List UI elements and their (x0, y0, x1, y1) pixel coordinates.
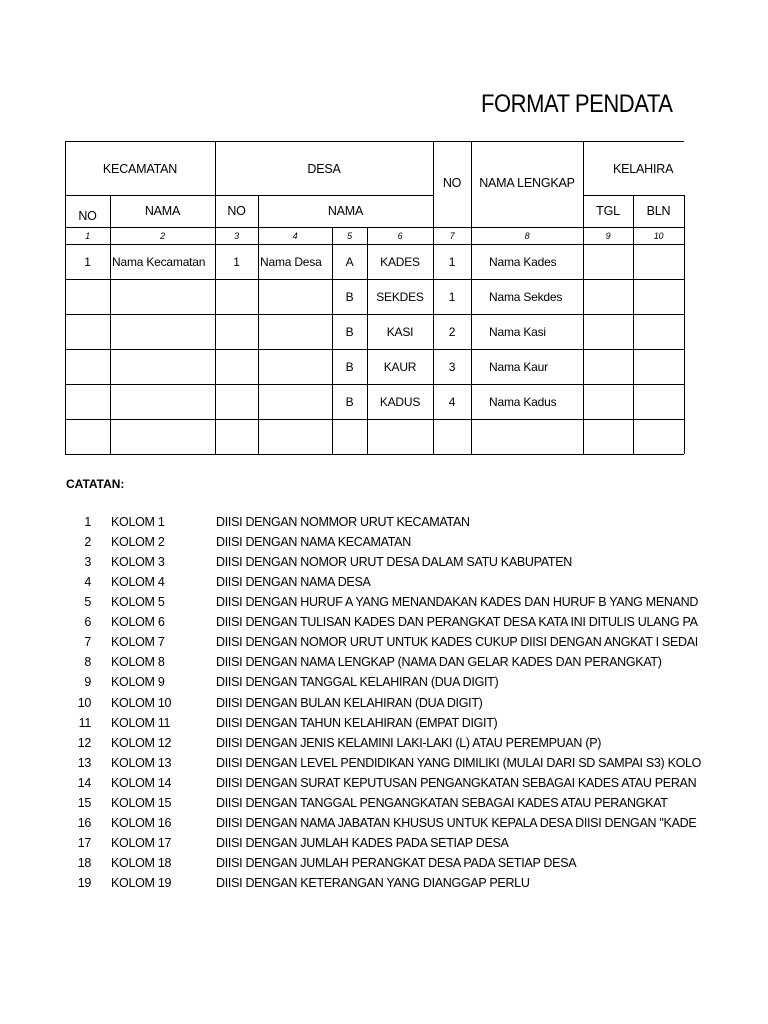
table-cell-no_desa (215, 419, 258, 454)
table-cell-nama_lengkap: Nama Kasi (489, 324, 546, 339)
note-number: 8 (84, 655, 91, 670)
table-cell-jabatan: KADUS (379, 394, 421, 409)
table-gridline (684, 195, 685, 454)
page-title: FORMAT PENDATA (481, 90, 673, 118)
table-gridline (65, 454, 684, 455)
note-item (0, 555, 768, 575)
note-number: 7 (84, 635, 91, 650)
table-cell-kode: B (345, 359, 354, 374)
note-item (0, 716, 768, 736)
table-cell-kode: A (345, 254, 354, 269)
table-gridline (65, 195, 433, 196)
note-number: 18 (77, 856, 91, 871)
table-cell-no_kec (65, 314, 110, 349)
note-description: DIISI DENGAN NAMA KECAMATAN (216, 535, 411, 550)
note-description: DIISI DENGAN NAMA DESA (216, 575, 371, 590)
table-cell-kode: B (345, 289, 354, 304)
note-item (0, 515, 768, 535)
table-cell-no_kec (65, 279, 110, 314)
table-cell-nama_kec (112, 314, 217, 349)
note-description: DIISI DENGAN NOMMOR URUT KECAMATAN (216, 515, 470, 529)
note-item (0, 816, 768, 836)
note-kolom: KOLOM 3 (111, 555, 165, 570)
header-kelahiran: KELAHIRA (613, 162, 674, 176)
note-item (0, 535, 768, 555)
note-number: 13 (77, 755, 91, 770)
header-nama-desa: NAMA (327, 204, 364, 218)
note-number: 4 (84, 575, 91, 590)
column-number: 9 (605, 230, 611, 241)
column-number: 3 (234, 230, 239, 241)
table-cell-nama_desa (260, 384, 334, 419)
column-number: 7 (449, 230, 455, 241)
note-kolom: KOLOM 7 (111, 635, 165, 650)
note-kolom: KOLOM 14 (111, 775, 172, 790)
table-cell-jabatan: KAUR (383, 359, 417, 374)
note-item (0, 675, 768, 695)
note-number: 19 (77, 876, 91, 891)
note-item (0, 696, 768, 716)
header-no-kecamatan: NO (78, 209, 97, 223)
note-description: DIISI DENGAN TANGGAL PENGANGKATAN SEBAGAI KADES ATAU PERANGKAT (216, 795, 668, 810)
note-kolom: KOLOM 12 (111, 735, 172, 750)
note-description: DIISI DENGAN NAMA JABATAN KHUSUS UNTUK KEPALA DESA DIISI DENGAN "KADE (216, 815, 697, 830)
note-description: DIISI DENGAN LEVEL PENDIDIKAN YANG DIMILIKI (MULAI DARI SD SAMPAI S3) KOLO (216, 755, 702, 770)
table-cell-no: 1 (448, 289, 456, 304)
table-cell-no_desa (215, 349, 258, 384)
note-number: 17 (77, 835, 91, 850)
note-description: DIISI DENGAN TANGGAL KELAHIRAN (DUA DIGIT) (216, 675, 499, 690)
table-cell-nama_lengkap (473, 419, 585, 454)
table-cell-no_kec (65, 349, 110, 384)
note-number: 2 (84, 535, 91, 550)
note-number: 6 (84, 615, 91, 630)
table-cell-jabatan: KASI (386, 324, 414, 339)
column-number: 2 (160, 230, 165, 241)
note-description: DIISI DENGAN HURUF A YANG MENANDAKAN KADES DAN HURUF B YANG MENAND (216, 595, 699, 610)
note-number: 1 (84, 515, 91, 529)
note-item (0, 736, 768, 756)
note-kolom: KOLOM 17 (111, 835, 172, 850)
note-description: DIISI DENGAN JUMLAH PERANGKAT DESA PADA SETIAP DESA (216, 856, 577, 871)
note-kolom: KOLOM 2 (111, 535, 165, 550)
note-item (0, 595, 768, 615)
table-cell-nama_desa (260, 314, 334, 349)
table-cell-nama_desa (260, 419, 334, 454)
header-bln: BLN (646, 204, 671, 218)
column-number: 5 (347, 230, 352, 241)
note-description: DIISI DENGAN NOMOR URUT UNTUK KADES CUKUP DIISI DENGAN ANGKAT I SEDAI (216, 635, 698, 650)
note-description: DIISI DENGAN TAHUN KELAHIRAN (EMPAT DIGIT) (216, 715, 498, 730)
table-cell-kode (332, 419, 367, 454)
note-kolom: KOLOM 4 (111, 575, 165, 590)
table-cell-no_desa (215, 279, 258, 314)
note-description: DIISI DENGAN KETERANGAN YANG DIANGGAP PERLU (216, 876, 530, 891)
table-cell-nama_desa: Nama Desa (260, 254, 322, 269)
column-number: 10 (653, 230, 664, 241)
note-description: DIISI DENGAN JUMLAH KADES PADA SETIAP DESA (216, 835, 509, 850)
note-item (0, 836, 768, 856)
table-cell-nama_desa (260, 279, 334, 314)
note-kolom: KOLOM 11 (111, 715, 171, 730)
note-number: 10 (77, 695, 91, 710)
note-description: DIISI DENGAN NAMA LENGKAP (NAMA DAN GELAR KADES DAN PERANGKAT) (216, 655, 662, 670)
table-cell-no (433, 419, 471, 454)
note-description: DIISI DENGAN NOMOR URUT DESA DALAM SATU KABUPATEN (216, 555, 572, 570)
note-kolom: KOLOM 16 (111, 815, 172, 830)
note-item (0, 655, 768, 675)
table-cell-nama_lengkap: Nama Kades (489, 254, 557, 269)
note-number: 9 (84, 675, 91, 690)
note-item (0, 876, 768, 896)
note-item (0, 635, 768, 655)
note-kolom: KOLOM 9 (111, 675, 165, 690)
table-cell-no: 2 (448, 324, 456, 339)
note-kolom: KOLOM 5 (111, 595, 165, 610)
table-cell-nama_lengkap: Nama Kadus (489, 394, 557, 409)
table-cell-kode: B (345, 324, 354, 339)
column-number: 8 (524, 230, 530, 241)
note-item (0, 756, 768, 776)
table-cell-no_kec (65, 419, 110, 454)
note-item (0, 796, 768, 816)
note-number: 14 (77, 775, 91, 790)
note-description: DIISI DENGAN SURAT KEPUTUSAN PENGANGKATAN SEBAGAI KADES ATAU PERAN (216, 775, 697, 790)
note-kolom: KOLOM 10 (111, 695, 172, 710)
header-kecamatan: KECAMATAN (102, 162, 178, 176)
table-cell-no_desa: 1 (233, 254, 240, 269)
table-cell-jabatan: KADES (380, 254, 420, 269)
table-cell-no_kec (65, 384, 110, 419)
note-description: DIISI DENGAN BULAN KELAHIRAN (DUA DIGIT) (216, 695, 483, 710)
note-number: 5 (84, 595, 91, 610)
note-kolom: KOLOM 19 (111, 876, 172, 891)
column-number: 1 (85, 230, 90, 241)
header-tgl: TGL (596, 204, 620, 218)
table-cell-no_desa (215, 384, 258, 419)
header-no-desa: NO (227, 204, 246, 218)
table-cell-jabatan: SEKDES (376, 289, 424, 304)
notes-heading: CATATAN: (66, 477, 125, 491)
header-no: NO (442, 176, 462, 190)
note-number: 3 (84, 555, 91, 570)
note-item (0, 615, 768, 635)
table-cell-nama_kec (112, 349, 217, 384)
note-item (0, 575, 768, 595)
table-cell-no: 1 (448, 254, 456, 269)
note-kolom: KOLOM 6 (111, 615, 165, 630)
table-cell-no_kec: 1 (84, 254, 91, 269)
table-cell-nama_kec (112, 419, 217, 454)
column-number: 4 (292, 230, 298, 241)
note-number: 12 (77, 735, 91, 750)
note-description: DIISI DENGAN TULISAN KADES DAN PERANGKAT DESA KATA INI DITULIS ULANG PA (216, 615, 698, 630)
table-cell-no_desa (215, 314, 258, 349)
data-table (65, 141, 765, 454)
note-number: 16 (77, 815, 91, 830)
table-cell-kode: B (345, 394, 354, 409)
table-cell-nama_desa (260, 349, 334, 384)
note-number: 11 (78, 715, 91, 730)
table-gridline (65, 141, 684, 142)
note-kolom: KOLOM 18 (111, 856, 172, 871)
table-cell-no: 4 (448, 394, 456, 409)
note-item (0, 856, 768, 876)
header-desa: DESA (307, 162, 341, 176)
note-item (0, 776, 768, 796)
note-kolom: KOLOM 15 (111, 795, 172, 810)
table-cell-nama_lengkap: Nama Kaur (489, 359, 548, 374)
table-cell-nama_kec: Nama Kecamatan (112, 254, 206, 269)
note-kolom: KOLOM 1 (111, 515, 165, 529)
table-cell-nama_lengkap: Nama Sekdes (489, 289, 563, 304)
note-number: 15 (77, 795, 91, 810)
note-kolom: KOLOM 13 (111, 755, 172, 770)
table-cell-no: 3 (448, 359, 456, 374)
table-cell-jabatan (367, 419, 433, 454)
table-cell-nama_kec (112, 279, 217, 314)
note-kolom: KOLOM 8 (111, 655, 165, 670)
header-nama-lengkap: NAMA LENGKAP (479, 176, 575, 190)
column-number: 6 (397, 230, 403, 241)
note-description: DIISI DENGAN JENIS KELAMINI LAKI-LAKI (L) ATAU PEREMPUAN (P) (216, 735, 602, 750)
header-nama-kecamatan: NAMA (144, 204, 181, 218)
table-cell-nama_kec (112, 384, 217, 419)
